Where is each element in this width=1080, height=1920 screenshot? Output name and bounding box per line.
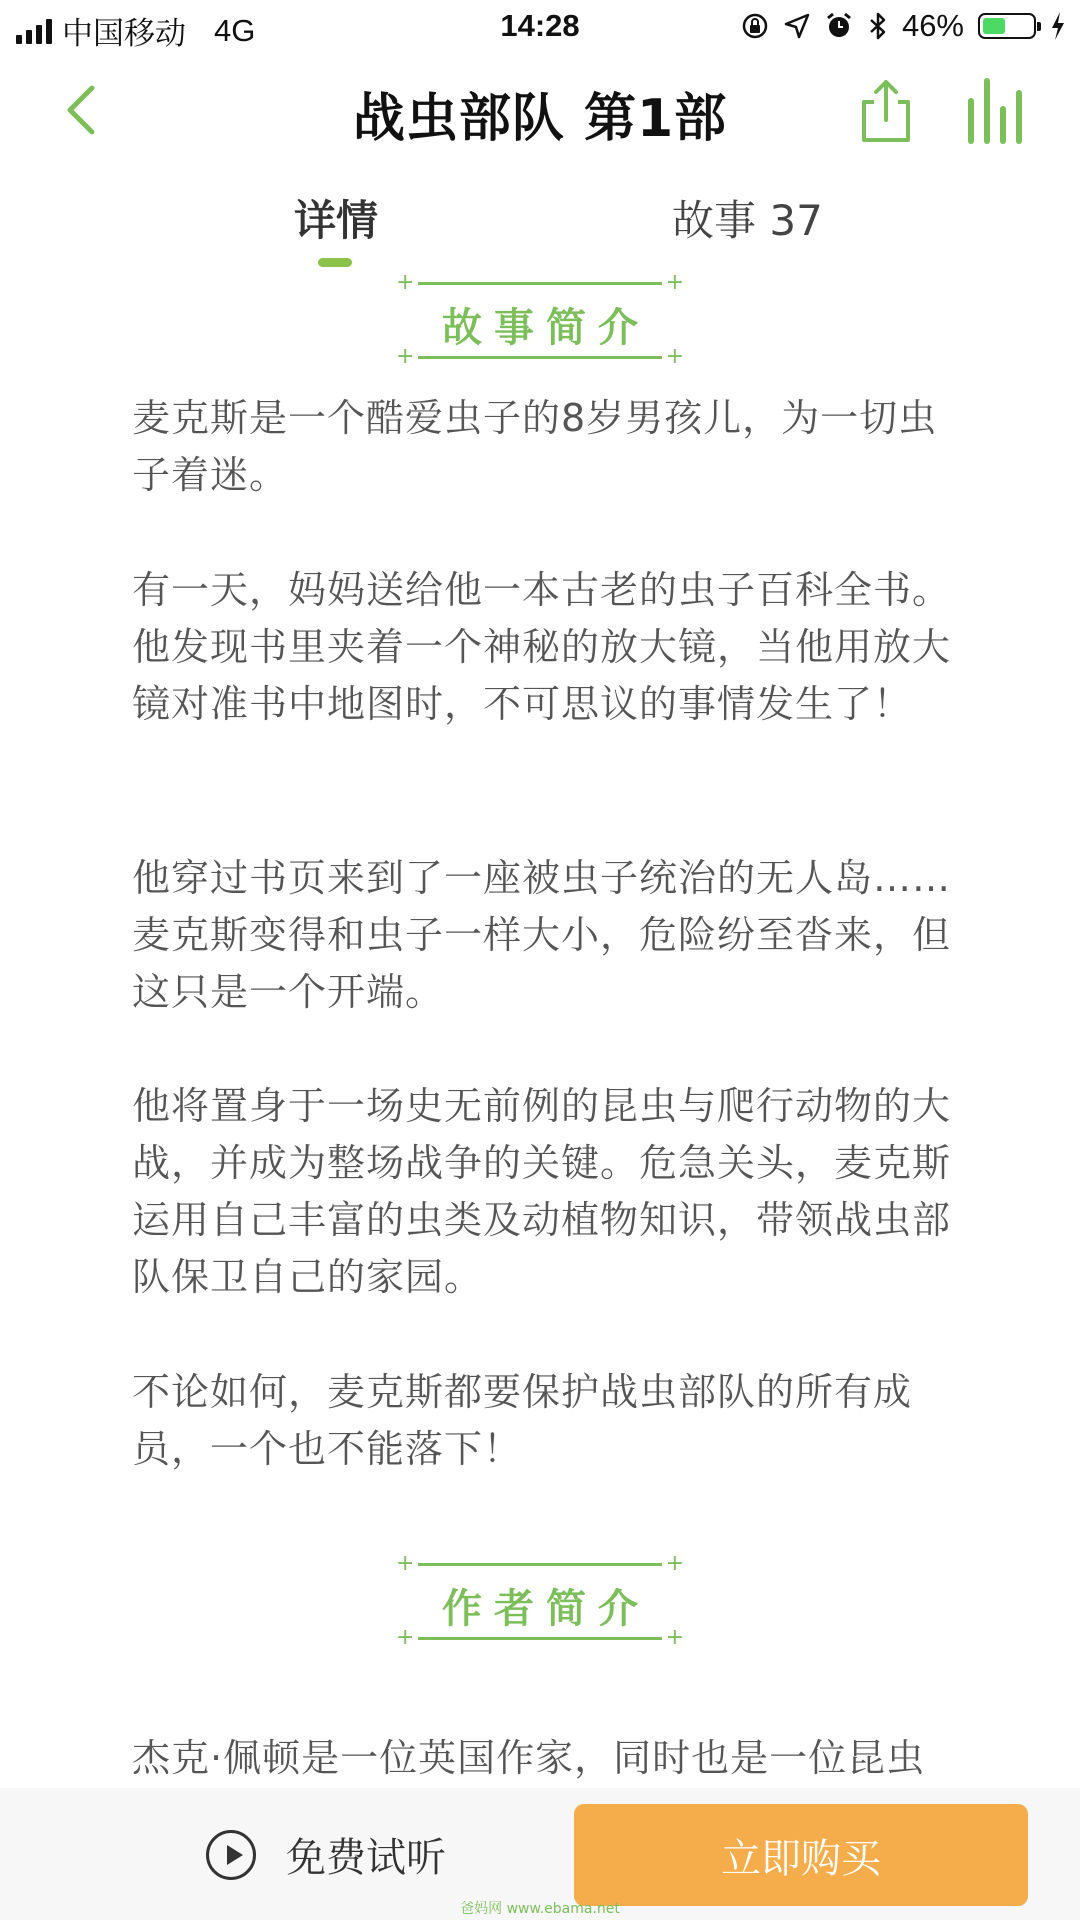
- section-title: 作者简介: [442, 1586, 650, 1632]
- section-title: 故事简介: [442, 305, 650, 351]
- share-icon[interactable]: [856, 76, 916, 146]
- play-circle-icon: [206, 1830, 256, 1880]
- tab-detail[interactable]: 详情: [294, 196, 379, 245]
- audio-bars-icon[interactable]: [966, 76, 1030, 146]
- alarm-icon: [824, 11, 854, 41]
- carrier-name: 中国移动: [62, 16, 186, 51]
- author-intro-heading: + + 作者简介 + +: [396, 1551, 684, 1650]
- battery-percent: 46%: [901, 8, 964, 43]
- story-paragraph: 不论如何，麦克斯都要保护战虫部队的所有成员，一个也不能落下！: [132, 1370, 913, 1471]
- charging-icon: [1050, 11, 1066, 41]
- orientation-lock-icon: [740, 11, 770, 41]
- watermark: 爸妈网 www.ebama.net: [460, 1901, 620, 1917]
- tab-story[interactable]: 故事 37: [672, 196, 823, 245]
- signal-icon: [16, 18, 52, 44]
- story-paragraph: 他穿过书页来到了一座被虫子统治的无人岛……麦克斯变得和虫子一样大小，危险纷至沓来，但这只是一个开端。: [132, 856, 952, 1014]
- buy-now-button[interactable]: 立即购买: [574, 1804, 1028, 1906]
- network-type: 4G: [214, 12, 256, 48]
- story-paragraph: 麦克斯是一个酷爱虫子的8岁男孩儿，为一切虫子着迷。: [132, 396, 938, 497]
- free-trial-label: 免费试听: [286, 1835, 446, 1881]
- status-left: [16, 8, 255, 53]
- status-bar: [0, 0, 1080, 54]
- chevron-left-icon[interactable]: [54, 80, 114, 140]
- page-title: 战虫部队 第1部: [352, 89, 728, 149]
- story-paragraph: 有一天，妈妈送给他一本古老的虫子百科全书。他发现书里夹着一个神秘的放大镜，当他用放大镜对准书中地图时，不可思议的事情发生了！: [132, 568, 952, 726]
- status-right: [740, 8, 1066, 44]
- tab-indicator: [318, 258, 352, 267]
- battery-icon: [978, 13, 1036, 39]
- free-trial-button[interactable]: [206, 1826, 446, 1883]
- nav-bar: [0, 54, 1080, 170]
- bluetooth-icon: [868, 11, 888, 41]
- author-paragraph: 杰克·佩顿是一位英国作家，同时也是一位昆虫: [132, 1736, 926, 1780]
- tab-bar: [0, 188, 1080, 278]
- status-time: 14:28: [500, 8, 580, 43]
- story-paragraph: 他将置身于一场史无前例的昆虫与爬行动物的大战，并成为整场战争的关键。危急关头，麦克斯运用自己丰富的虫类及动植物知识，带领战虫部队保卫自己的家园。: [132, 1084, 952, 1299]
- location-icon: [784, 13, 810, 39]
- story-intro-heading: + + 故事简介 + +: [396, 270, 684, 369]
